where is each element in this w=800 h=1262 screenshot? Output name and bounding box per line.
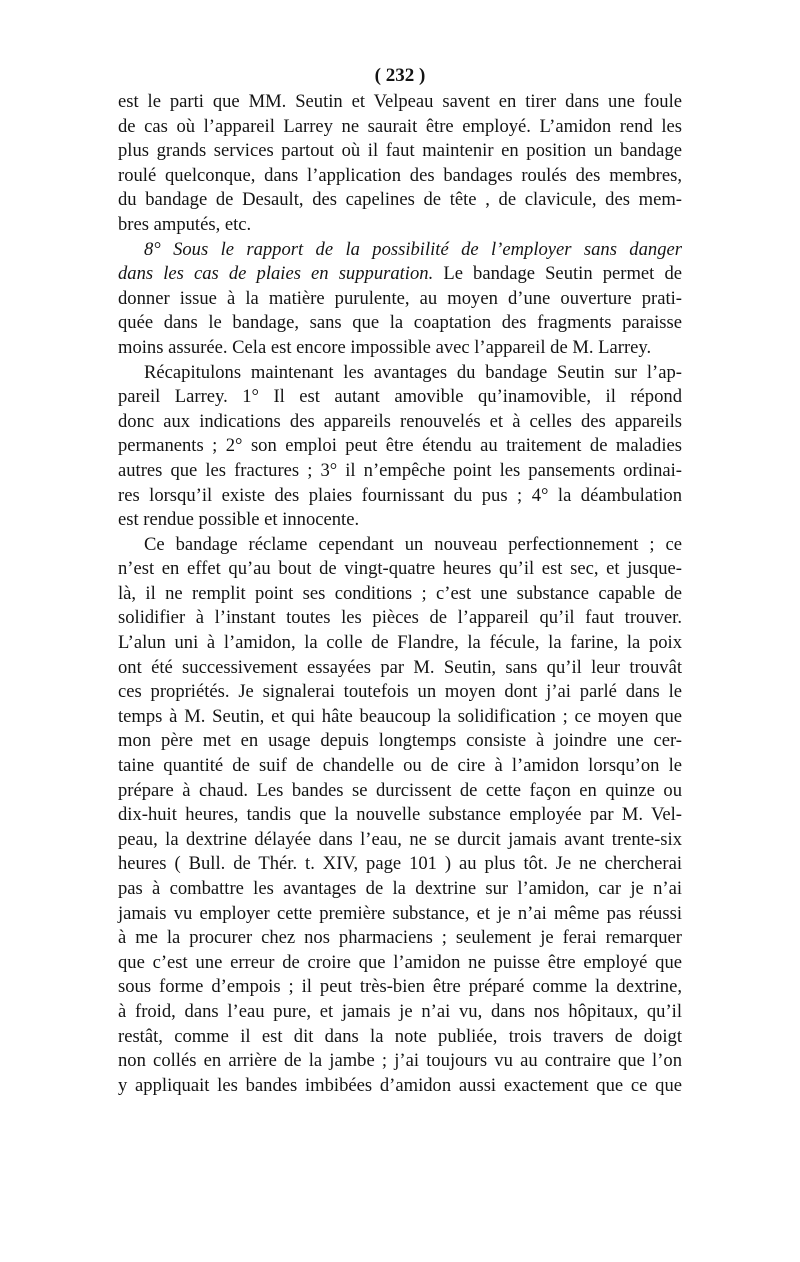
text-line: est le parti que MM. Seutin et Velpeau savent en tirer dans une foule	[118, 91, 682, 112]
text-line: que c’est une erreur de croire que l’amidon ne puisse être employé que	[118, 951, 682, 973]
text-line: roulé quelconque, dans l’application des bandages roulés des membres,	[118, 164, 682, 186]
text-line: jamais vu employer cette première substance, et je n’ai même pas réussi	[118, 902, 682, 924]
text-line: est rendue possible et innocente.	[118, 509, 360, 531]
text-line: de cas où l’appareil Larrey ne saurait être employé. L’amidon rend les	[118, 115, 682, 137]
text-line: restât, comme il est dit dans la note publiée, trois travers de doigt	[118, 1025, 682, 1047]
text-line: n’est en effet qu’au bout de vingt-quatre heures qu’il est sec, et jusque-	[118, 558, 682, 580]
text-line: non collés en arrière de la jambe ; j’ai toujours vu au contraire que l’on	[118, 1050, 682, 1072]
text-line: taine quantité de suif de chandelle ou de cire à l’amidon lorsqu’on le	[118, 755, 682, 777]
text-line: temps à M. Seutin, et qui hâte beaucoup la solidification ; ce moyen que	[118, 705, 682, 727]
text-line: prépare à chaud. Les bandes se durcissent de cette façon en quinze ou	[118, 779, 682, 801]
text-line: à me la procurer chez nos pharmaciens ; seulement je ferai remarquer	[118, 927, 682, 949]
text-line: peau, la dextrine délayée dans l’eau, ne se durcit jamais avant trente-six	[118, 828, 682, 850]
text-line: donner issue à la matière purulente, au moyen d’une ouverture prati-	[118, 287, 682, 309]
text-line: du bandage de Desault, des capelines de tête , de clavicule, des mem-	[118, 189, 682, 211]
text-line: ces propriétés. Je signalerai toutefois un moyen dont j’ai parlé dans le	[118, 681, 682, 703]
text-line: là, il ne remplit point ses conditions ; c’est une substance capable de	[118, 582, 682, 604]
text-line: sous forme d’empois ; il peut très-bien être préparé comme la dextrine,	[118, 976, 682, 998]
body-text	[118, 90, 682, 1098]
text-line: 8° Sous le rapport de la possibilité de l’employer sans danger	[144, 238, 682, 260]
text-line: res lorsqu’il existe des plaies fournissant du pus ; 4° la déambulation	[118, 484, 682, 506]
text-line: plus grands services partout où il faut maintenir en position un bandage	[118, 140, 682, 162]
text-line: pareil Larrey. 1° Il est autant amovible qu’inamovible, il répond	[118, 386, 682, 408]
text-line: L’alun uni à l’amidon, la colle de Flandre, la fécule, la farine, la poix	[118, 632, 682, 654]
text-line: mon père met en usage depuis longtemps consiste à joindre une cer-	[118, 730, 682, 752]
text-line: à froid, dans l’eau pure, et jamais je n’ai vu, dans nos hôpitaux, qu’il	[118, 1000, 682, 1022]
text-line: pas à combattre les avantages de la dextrine sur l’amidon, car je n’ai	[118, 878, 682, 899]
text-line: dans les cas de plaies en suppuration. Le bandage Seutin permet de	[118, 263, 682, 285]
text-line: autres que les fractures ; 3° il n’empêche point les pansements ordinai-	[118, 459, 682, 481]
text-line: Ce bandage réclame cependant un nouveau perfectionnement ; ce	[144, 533, 682, 555]
text-line: heures ( Bull. de Thér. t. XIV, page 101 ) au plus tôt. Je ne chercherai	[118, 853, 682, 875]
text-line: dix-huit heures, tandis que la nouvelle substance employée par M. Vel-	[118, 804, 682, 826]
text-line: y appliquait les bandes imbibées d’amidon aussi exactement que ce que	[118, 1074, 682, 1096]
text-line: permanents ; 2° son emploi peut être étendu au traitement de maladies	[118, 435, 682, 457]
text-line: bres amputés, etc.	[118, 213, 252, 235]
text-line: donc aux indications des appareils renouvelés et à celles des appareils	[118, 410, 682, 432]
book-page	[118, 62, 682, 1098]
text-line: solidifier à l’instant toutes les pièces de l’appareil qu’il faut trouver.	[118, 607, 682, 629]
text-line: quée dans le bandage, sans que la coaptation des fragments paraisse	[118, 312, 682, 334]
text-line: Récapitulons maintenant les avantages du bandage Seutin sur l’ap-	[144, 361, 682, 383]
text-line: ont été successivement essayées par M. Seutin, sans qu’il leur trouvât	[118, 656, 682, 678]
page-number: ( 232 )	[374, 65, 426, 86]
text-line: moins assurée. Cela est encore impossible avec l’appareil de M. Larrey.	[118, 336, 652, 358]
